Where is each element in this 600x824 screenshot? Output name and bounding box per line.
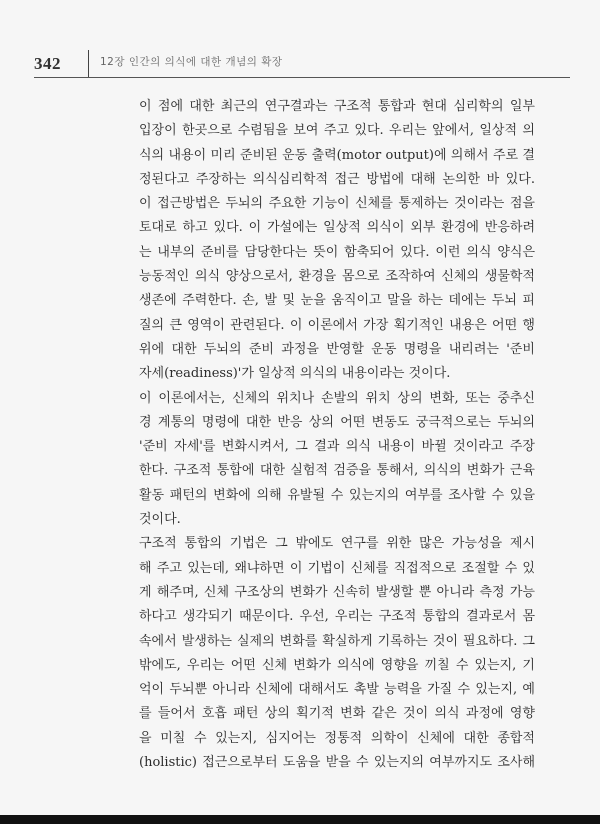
text-line: 억이 두뇌뿐 아니라 신체에 대해서도 촉발 능력을 가질 수 있는지, 예 xyxy=(139,682,535,698)
text-line: 이 점에 대한 최근의 연구결과는 구조적 통합과 현대 심리학의 일부 xyxy=(139,99,535,114)
text-line: 를 들어서 호흡 패턴 상의 획기적 변화 같은 것이 의식 과정에 영향 xyxy=(139,706,535,722)
text-line: (holistic) 접근으로부터 도움을 받을 수 있는지의 여부까지도 조사해 xyxy=(139,755,535,771)
text-line: 토대로 하고 있다. 이 가설에는 일상적 의식이 외부 환경에 반응하려 xyxy=(139,220,535,236)
text-line: 는 내부의 준비를 담당한다는 뜻이 함축되어 있다. 이런 의식 양식은 xyxy=(139,244,535,260)
text-line: '준비 자세'를 변화시켜서, 그 결과 의식 내용이 바뀔 것이라고 주장 xyxy=(139,439,535,455)
page-edge xyxy=(0,815,600,824)
text-line: 식의 내용이 미리 준비된 운동 출력(motor output)에 의해서 주로 결 xyxy=(139,147,535,163)
text-line: 한다. 구조적 통합에 대한 실험적 검증을 통해서, 의식의 변화가 근육 xyxy=(139,463,535,479)
text-line: 하다고 생각되기 때문이다. 우선, 우리는 구조적 통합의 결과로서 몸 xyxy=(139,609,535,625)
text-line: 이 접근방법은 두뇌의 주요한 기능이 신체를 통제하는 것이라는 점을 xyxy=(139,196,535,212)
text-line: 경 계통의 명령에 대한 반응 상의 어떤 변동도 궁극적으로는 두뇌의 xyxy=(139,414,535,430)
page-number: 342 xyxy=(34,54,61,73)
running-header xyxy=(34,50,570,78)
text-line: 활동 패턴의 변화에 의해 유발될 수 있는지의 여부를 조사할 수 있을 xyxy=(139,487,535,503)
text-line: 능동적인 의식 양상으로서, 환경을 몸으로 조작하여 신체의 생물학적 xyxy=(139,269,535,285)
text-line: 게 해주며, 신체 구조상의 변화가 신속히 발생할 뿐 아니라 측정 가능 xyxy=(139,584,535,600)
text-line: 을 미칠 수 있는지, 심지어는 정통적 의학이 신체에 대한 종합적 xyxy=(139,730,535,746)
body-text xyxy=(139,95,535,775)
text-line: 밖에도, 우리는 어떤 신체 변화가 의식에 영향을 끼칠 수 있는지, 기 xyxy=(139,657,535,673)
text-line: 이 이론에서는, 신체의 위치나 손발의 위치 상의 변화, 또는 중추신 xyxy=(139,390,535,406)
text-line: 자세(readiness)'가 일상적 의식의 내용이라는 것이다. xyxy=(139,366,451,382)
text-line: 질의 큰 영역이 관련된다. 이 이론에서 가장 획기적인 내용은 어떤 행 xyxy=(139,317,535,333)
chapter-title: 12장 인간의 의식에 대한 개념의 확장 xyxy=(100,56,283,68)
text-line: 입장이 한곳으로 수렴됨을 보여 주고 있다. 우리는 앞에서, 일상적 의 xyxy=(139,123,535,139)
text-line: 것이다. xyxy=(139,512,181,528)
text-line: 생존에 주력한다. 손, 발 및 눈을 움직이고 말을 하는 데에는 두뇌 피 xyxy=(139,293,535,309)
text-line: 위에 대한 두뇌의 준비 과정을 반영할 운동 명령을 내리려는 '준비 xyxy=(139,341,535,357)
text-line: 해 주고 있는데, 왜냐하면 이 기법이 신체를 직접적으로 조절할 수 있 xyxy=(139,560,535,576)
text-line: 정된다고 주장하는 의식심리학적 접근 방법에 대해 논의한 바 있다. xyxy=(139,171,535,187)
header-divider xyxy=(88,50,89,78)
header-rule xyxy=(34,77,570,78)
text-line: 속에서 발생하는 실제의 변화를 확실하게 기록하는 것이 필요하다. 그 xyxy=(139,633,535,649)
text-line: 구조적 통합의 기법은 그 밖에도 연구를 위한 많은 가능성을 제시 xyxy=(139,536,535,552)
